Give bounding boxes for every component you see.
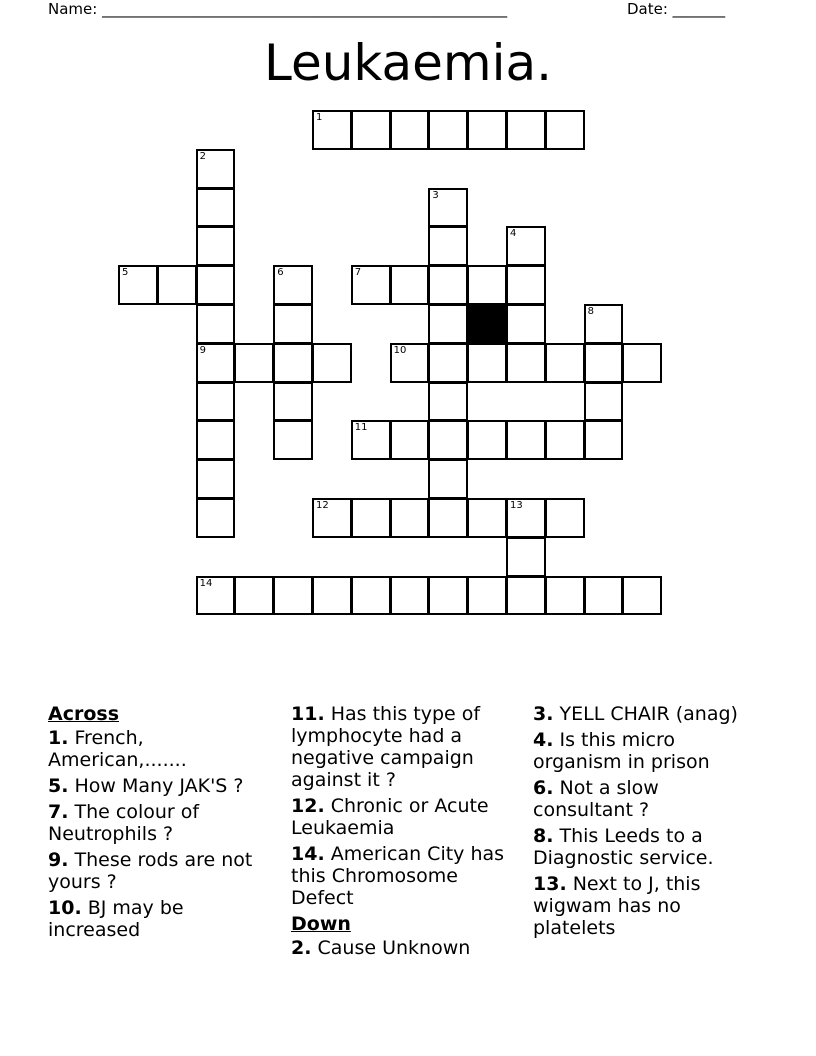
- clue-number-label: 5: [122, 267, 129, 279]
- grid-cell[interactable]: [273, 420, 313, 460]
- grid-cell[interactable]: [234, 576, 274, 616]
- grid-cell[interactable]: [312, 343, 352, 383]
- clue-across-1: [48, 727, 268, 771]
- grid-cell[interactable]: [428, 498, 468, 538]
- grid-cell[interactable]: [312, 498, 352, 538]
- grid-cell[interactable]: [196, 343, 236, 383]
- grid-cell[interactable]: [467, 265, 507, 305]
- across-heading: Across: [48, 703, 120, 725]
- grid-cell[interactable]: [506, 265, 546, 305]
- clue-number-label: 11: [354, 422, 368, 434]
- grid-cell[interactable]: [273, 382, 313, 422]
- clue-down-13: [533, 873, 748, 939]
- grid-cell[interactable]: [196, 459, 236, 499]
- black-square: [467, 304, 507, 344]
- grid-cell[interactable]: [622, 576, 662, 616]
- grid-cell[interactable]: [196, 226, 236, 266]
- grid-cell[interactable]: [545, 420, 585, 460]
- grid-cell[interactable]: [196, 265, 236, 305]
- clue-down-4: [533, 729, 748, 773]
- clue-number: 14.: [291, 843, 325, 865]
- clue-text: Is this micro organism in prison: [533, 729, 710, 773]
- grid-cell[interactable]: [428, 110, 468, 150]
- grid-cell[interactable]: [351, 420, 391, 460]
- grid-cell[interactable]: [467, 498, 507, 538]
- grid-cell[interactable]: [545, 110, 585, 150]
- clue-number: 13.: [533, 873, 567, 895]
- grid-cell[interactable]: [390, 343, 430, 383]
- clue-number: 4.: [533, 729, 554, 751]
- clue-across-11: [291, 703, 516, 791]
- clue-number: 10.: [48, 897, 82, 919]
- grid-cell[interactable]: [428, 420, 468, 460]
- grid-cell[interactable]: [506, 110, 546, 150]
- clue-text: BJ may be increased: [48, 897, 184, 941]
- grid-cell[interactable]: [506, 576, 546, 616]
- clue-number: 5.: [48, 775, 69, 797]
- grid-cell[interactable]: [506, 343, 546, 383]
- grid-cell[interactable]: [545, 498, 585, 538]
- grid-cell[interactable]: [428, 304, 468, 344]
- grid-cell[interactable]: [351, 576, 391, 616]
- clue-across-14: [291, 843, 516, 909]
- clues-column-1: [48, 703, 268, 945]
- grid-cell[interactable]: [428, 188, 468, 228]
- clue-text: YELL CHAIR (anag): [559, 703, 738, 725]
- clue-down-2: [291, 937, 516, 959]
- grid-cell[interactable]: [506, 226, 546, 266]
- clue-down-8: [533, 825, 748, 869]
- grid-cell[interactable]: [428, 343, 468, 383]
- grid-cell[interactable]: [351, 498, 391, 538]
- grid-cell[interactable]: [467, 420, 507, 460]
- clue-text: These rods are not yours ?: [48, 849, 253, 893]
- grid-cell[interactable]: [273, 343, 313, 383]
- grid-cell[interactable]: [196, 188, 236, 228]
- clue-number: 3.: [533, 703, 554, 725]
- grid-cell[interactable]: [584, 576, 624, 616]
- grid-cell[interactable]: [196, 382, 236, 422]
- grid-cell[interactable]: [390, 110, 430, 150]
- clue-number-label: 12: [316, 500, 329, 511]
- clue-number: 9.: [48, 849, 69, 871]
- clue-text: Next to J, this wigwam has no platelets: [533, 873, 701, 939]
- grid-cell[interactable]: [273, 265, 313, 305]
- clue-across-5: [48, 775, 268, 797]
- clue-number-label: 7: [354, 267, 362, 279]
- grid-cell[interactable]: [312, 576, 352, 616]
- grid-cell[interactable]: [584, 420, 624, 460]
- grid-cell[interactable]: [584, 343, 624, 383]
- clue-text: This Leeds to a Diagnostic service.: [533, 825, 714, 869]
- grid-cell[interactable]: [390, 498, 430, 538]
- clue-number: 8.: [533, 825, 554, 847]
- grid-cell[interactable]: [312, 110, 352, 150]
- clue-number-label: 8: [587, 306, 594, 317]
- clue-text: American City has this Chromosome Defect: [291, 843, 505, 909]
- grid-cell[interactable]: [234, 343, 274, 383]
- grid-cell[interactable]: [273, 576, 313, 616]
- clue-text: French, American,.......: [48, 727, 187, 771]
- puzzle-title: Leukaemia.: [263, 34, 553, 92]
- clue-number: 6.: [533, 777, 554, 799]
- grid-cell[interactable]: [351, 265, 391, 305]
- grid-cell[interactable]: [428, 226, 468, 266]
- grid-cell[interactable]: [622, 343, 662, 383]
- grid-cell[interactable]: [273, 304, 313, 344]
- clue-across-10: [48, 897, 268, 941]
- clue-text: Cause Unknown: [317, 937, 471, 959]
- grid-cell[interactable]: [467, 110, 507, 150]
- clue-number-label: 9: [199, 344, 206, 356]
- clue-number-label: 1: [316, 112, 323, 123]
- clue-across-9: [48, 849, 268, 893]
- clue-across-12: [291, 795, 516, 839]
- clue-text: Has this type of lymphocyte had a negative campaign against it ?: [291, 703, 481, 791]
- grid-cell[interactable]: [467, 343, 507, 383]
- grid-cell[interactable]: [545, 343, 585, 383]
- clue-number: 12.: [291, 795, 325, 817]
- clue-across-7: [48, 801, 268, 845]
- grid-cell[interactable]: [584, 382, 624, 422]
- grid-cell[interactable]: [428, 382, 468, 422]
- clue-number: 11.: [291, 703, 325, 725]
- grid-cell[interactable]: [506, 304, 546, 344]
- clue-number-label: 14: [199, 577, 213, 589]
- grid-cell[interactable]: [428, 459, 468, 499]
- clue-text: How Many JAK'S ?: [74, 775, 244, 797]
- grid-cell[interactable]: [506, 498, 546, 538]
- clue-number-label: 2: [199, 150, 206, 162]
- grid-cell[interactable]: [545, 576, 585, 616]
- clue-text: The colour of Neutrophils ?: [48, 801, 200, 845]
- grid-cell[interactable]: [506, 420, 546, 460]
- clue-number-label: 3: [432, 189, 439, 201]
- grid-cell[interactable]: [506, 537, 546, 577]
- grid-cell[interactable]: [390, 265, 430, 305]
- clue-number-label: 6: [277, 267, 284, 279]
- grid-cell[interactable]: [118, 265, 158, 305]
- clue-number-label: 13: [510, 500, 523, 511]
- grid-cell[interactable]: [390, 576, 430, 616]
- grid-cell[interactable]: [467, 576, 507, 616]
- clue-text: Not a slow consultant ?: [533, 777, 659, 821]
- clue-number: 7.: [48, 801, 69, 823]
- clue-down-6: [533, 777, 748, 821]
- grid-cell[interactable]: [196, 149, 236, 189]
- grid-cell[interactable]: [584, 304, 624, 344]
- name-field-label[interactable]: Name: ______________________________________________________: [48, 0, 508, 18]
- date-field-label[interactable]: Date: _______: [627, 0, 726, 18]
- grid-cell[interactable]: [196, 576, 236, 616]
- grid-cell[interactable]: [157, 265, 197, 305]
- grid-cell[interactable]: [196, 304, 236, 344]
- grid-cell[interactable]: [196, 498, 236, 538]
- clue-text: Chronic or Acute Leukaemia: [291, 795, 489, 839]
- grid-cell[interactable]: [428, 576, 468, 616]
- clue-number: 1.: [48, 727, 69, 749]
- grid-cell[interactable]: [428, 265, 468, 305]
- clue-number-label: 10: [393, 344, 407, 356]
- grid-cell[interactable]: [351, 110, 391, 150]
- clues-column-3: [533, 703, 748, 943]
- clue-number: 2.: [291, 937, 312, 959]
- clue-number-label: 4: [510, 228, 517, 240]
- down-heading: Down: [291, 913, 351, 935]
- grid-cell[interactable]: [196, 420, 236, 460]
- grid-cell[interactable]: [390, 420, 430, 460]
- clue-down-3: [533, 703, 748, 725]
- clues-column-2: [291, 703, 516, 963]
